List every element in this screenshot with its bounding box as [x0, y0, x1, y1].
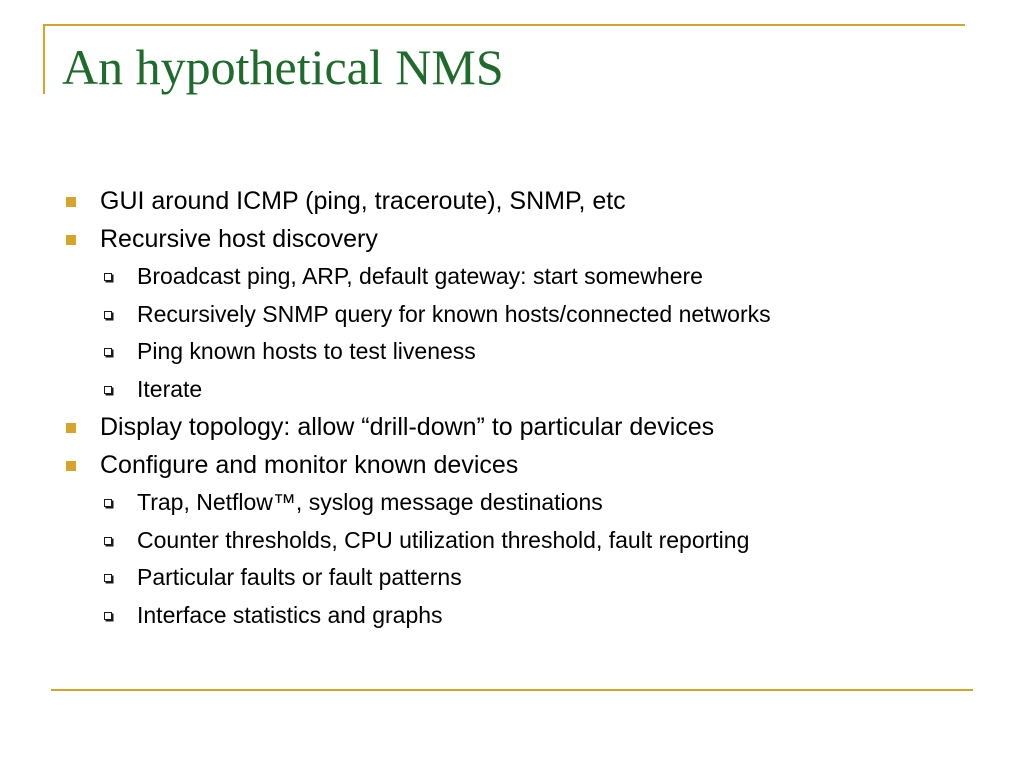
sub-bullet-item [62, 258, 982, 296]
sub-bullet-item [62, 559, 982, 597]
sub-bullet-text: Interface statistics and graphs [137, 601, 443, 628]
filled-square-bullet-icon [66, 235, 76, 245]
bullet-text: Display topology: allow “drill-down” to particular devices [100, 413, 715, 441]
hollow-square-bullet-icon [104, 386, 112, 394]
sub-bullet-text: Recursively SNMP query for known hosts/connected networks [137, 300, 771, 327]
bullet-text: GUI around ICMP (ping, traceroute), SNMP, etc [100, 187, 626, 215]
bullet-item [62, 182, 982, 220]
bullet-item [62, 446, 982, 484]
bullet-item [62, 408, 982, 446]
sub-bullet-text: Ping known hosts to test liveness [137, 338, 476, 364]
sub-bullet-item [62, 522, 982, 560]
sub-bullet-item [62, 333, 982, 371]
filled-square-bullet-icon [66, 197, 76, 207]
hollow-square-bullet-icon [104, 537, 112, 545]
top-accent-rule [43, 24, 965, 26]
sub-bullet-text: Broadcast ping, ARP, default gateway: start somewhere [137, 263, 703, 289]
sub-bullet-text: Particular faults or fault patterns [137, 564, 462, 590]
sub-bullet-item [62, 597, 982, 635]
left-accent-rule [43, 24, 45, 94]
sub-bullet-item [62, 296, 982, 334]
sub-bullet-text: Iterate [137, 375, 203, 402]
hollow-square-bullet-icon [104, 612, 112, 620]
slide-title: An hypothetical NMS [62, 39, 504, 95]
hollow-square-bullet-icon [104, 311, 112, 319]
sub-bullet-text: Counter thresholds, CPU utilization threshold, fault reporting [137, 526, 750, 553]
sub-bullet-text: Trap, Netflow™, syslog message destinations [137, 489, 603, 515]
bullet-text: Recursive host discovery [100, 225, 378, 253]
hollow-square-bullet-icon [104, 273, 112, 281]
bullet-list [62, 182, 982, 634]
filled-square-bullet-icon [66, 461, 76, 471]
hollow-square-bullet-icon [104, 348, 112, 356]
sub-bullet-item [62, 484, 982, 522]
bullet-text: Configure and monitor known devices [100, 451, 519, 479]
filled-square-bullet-icon [66, 423, 76, 433]
hollow-square-bullet-icon [104, 499, 112, 507]
bottom-accent-rule [51, 689, 973, 691]
hollow-square-bullet-icon [104, 574, 112, 582]
bullet-item [62, 220, 982, 258]
sub-bullet-item [62, 371, 982, 409]
